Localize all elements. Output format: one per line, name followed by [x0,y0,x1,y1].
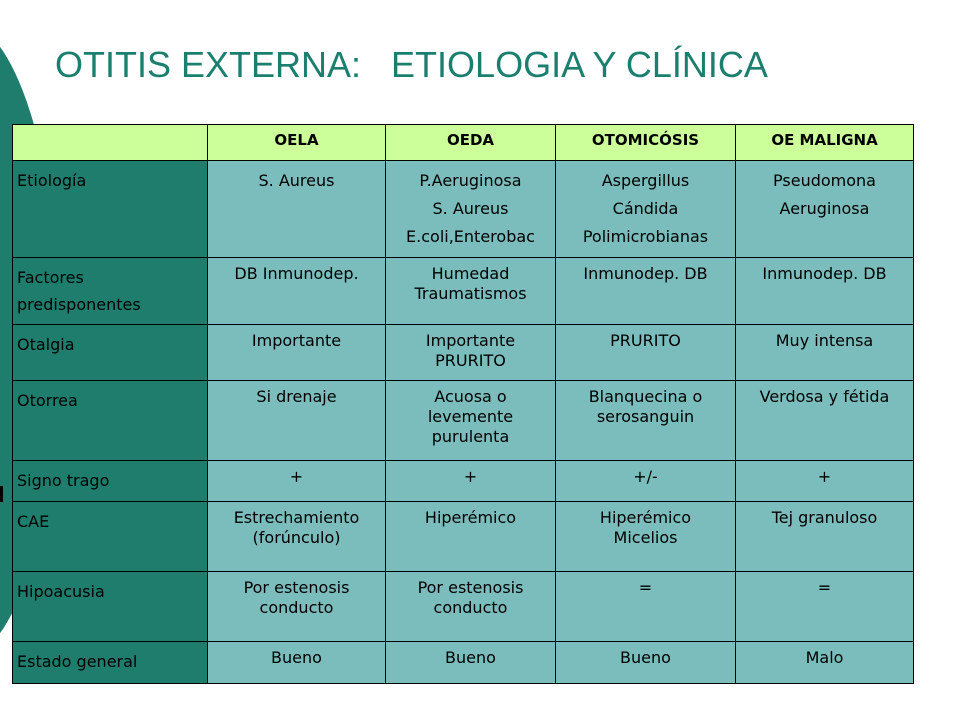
table-cell [208,161,386,258]
row-header-text: Etiología [17,171,87,190]
table-cell [736,641,914,683]
table-cell [736,571,914,641]
table-cell [736,258,914,325]
table-cell [556,258,736,325]
table-row [13,258,914,325]
table-cell [208,325,386,381]
cell-text: E.coli,Enterobac [406,227,535,246]
row-header [13,571,208,641]
cell-text: + [817,467,832,487]
cell-text: Malo [805,647,844,667]
table-cell [386,641,556,683]
cell-text: Hiperémico [599,507,692,527]
cell-text: S. Aureus [258,171,335,190]
cell-text: levemente [427,407,514,427]
row-header-text: Hipoacusia [17,581,105,601]
cell-text: Pseudomona [773,171,876,190]
cell-text: Blanquecina o [588,387,703,407]
cell-text: S. Aureus [432,199,509,218]
row-header [13,461,208,501]
row-header-text: Otalgia [17,335,75,355]
cell-text: conducto [259,597,334,617]
table-cell [556,161,736,258]
cell-text: Cándida [612,199,679,218]
decorative-edge-mark [0,486,3,502]
cell-text: Humedad [431,264,510,283]
row-header-text: Otorrea [17,391,78,411]
row-header [13,501,208,571]
cell-text: DB Inmunodep. [234,264,359,283]
row-header [13,161,208,258]
cell-text: Si drenaje [256,387,337,407]
cell-text: Hiperémico [424,507,517,527]
table-cell [556,381,736,461]
table-cell [736,161,914,258]
cell-text: PRURITO [435,351,506,371]
cell-text: +/- [633,467,658,487]
table-cell [556,461,736,501]
table-cell [208,641,386,683]
row-header-text: Estado general [17,651,138,671]
table-cell [386,381,556,461]
row-header [13,325,208,381]
table-cell [208,258,386,325]
table-cell [736,325,914,381]
table-cell [208,571,386,641]
table-row [13,461,914,501]
row-header [13,381,208,461]
cell-text: PRURITO [610,331,681,351]
cell-text: Aspergillus [601,171,690,190]
cell-text: = [817,577,832,597]
column-header: OELA [208,125,386,161]
table-cell [556,501,736,571]
table-cell [556,641,736,683]
cell-text: + [289,467,304,487]
table-row [13,325,914,381]
cell-text: = [638,577,653,597]
cell-text: Inmunodep. DB [762,264,887,283]
cell-text: Estrechamiento [233,507,360,527]
slide-title: OTITIS EXTERNA: ETIOLOGIA Y CLÍNICA [55,44,768,85]
cell-text: Importante [425,331,516,351]
table-cell [208,461,386,501]
table-cell [208,381,386,461]
table-cell [386,461,556,501]
cell-text: serosanguin [596,407,695,427]
table-row [13,381,914,461]
column-header: OEDA [386,125,556,161]
cell-text: P.Aeruginosa [419,171,522,190]
table-row [13,641,914,683]
table-cell [736,381,914,461]
table-row [13,161,914,258]
cell-text: Micelios [613,527,678,547]
table-cell [386,571,556,641]
table-cell [386,161,556,258]
table-cell [386,325,556,381]
cell-text: Por estenosis [243,577,350,597]
table-cell [386,258,556,325]
row-header-text: predisponentes [17,295,141,315]
table-cell [386,501,556,571]
cell-text: (forúnculo) [252,527,341,547]
cell-text: Verdosa y fétida [759,387,890,407]
column-header: OE MALIGNA [736,125,914,161]
table-cell [736,501,914,571]
cell-text: Bueno [445,647,496,667]
cell-text: Bueno [620,647,671,667]
row-header [13,641,208,683]
table-header-row [13,125,914,161]
row-header [13,258,208,325]
cell-text: Por estenosis [417,577,524,597]
header-corner-cell [13,125,208,161]
cell-text: conducto [433,597,508,617]
row-header-text: CAE [17,511,50,531]
table-cell [556,325,736,381]
row-header-text: Signo trago [17,471,110,491]
table-row [13,501,914,571]
cell-text: Inmunodep. DB [583,264,708,283]
cell-text: Traumatismos [414,284,527,303]
cell-text: Aeruginosa [779,199,870,218]
cell-text: Polimicrobianas [582,227,709,246]
cell-text: Bueno [271,647,322,667]
table-cell [556,571,736,641]
cell-text: purulenta [431,427,510,447]
cell-text: Muy intensa [775,331,874,351]
row-header-text: Factores [17,268,84,287]
comparison-table [12,124,914,684]
column-header: OTOMICÓSIS [556,125,736,161]
cell-text: Acuosa o [434,387,507,407]
cell-text: Tej granuloso [771,507,878,527]
table-row [13,571,914,641]
table-cell [208,501,386,571]
cell-text: + [463,467,478,487]
table-cell [736,461,914,501]
cell-text: Importante [251,331,342,351]
